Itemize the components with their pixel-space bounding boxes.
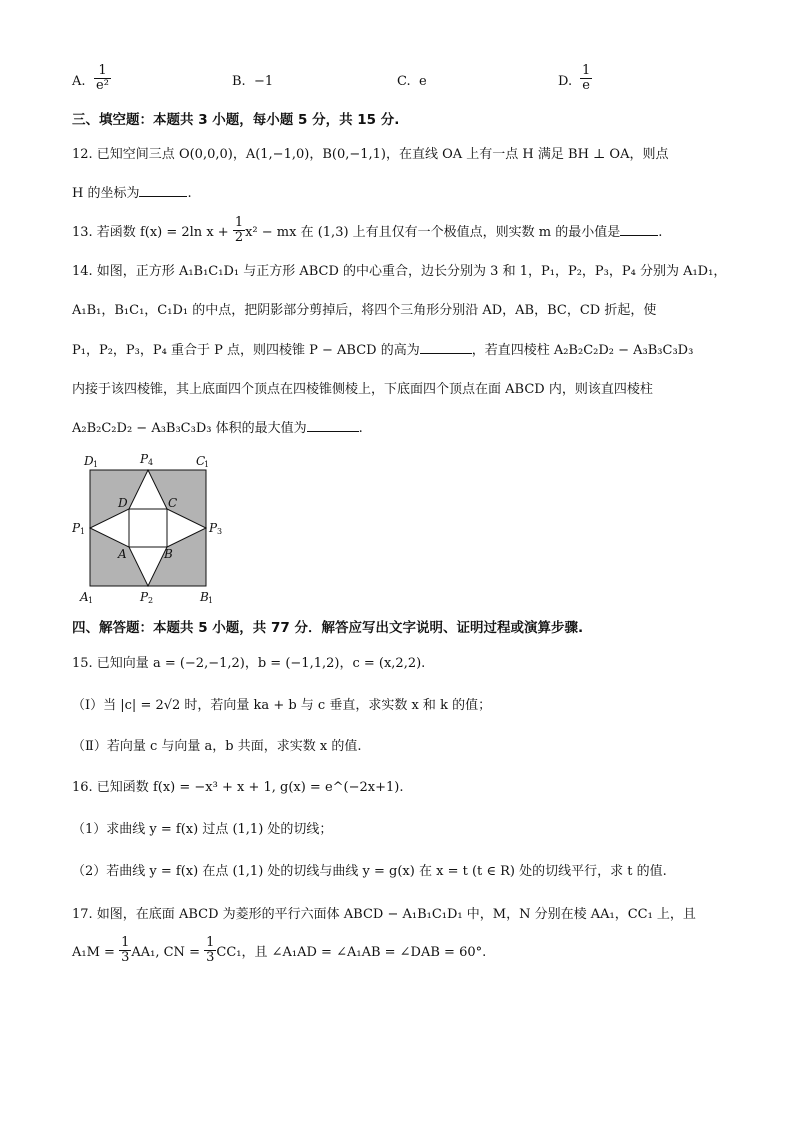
q16-part2: （2）若曲线 y = f(x) 在点 (1,1) 处的切线与曲线 y = g(x) 在 x = t (t ∈ R) 处的切线平行，求 t 的值. [72,864,667,879]
option-fraction: $\frac{1}{\text{e²}}$ [96,63,109,93]
q16-part1: （1）求曲线 y = f(x) 过点 (1,1) 处的切线； [72,822,333,837]
option-fraction: $\frac{1}{e}$ [582,63,591,93]
section-4-title: 四、解答题：本题共 5 小题，共 77 分．解答应写出文字说明、证明过程或演算步骤. [72,620,584,636]
label-P2: P [140,590,149,604]
q14-line4: 内接于该四棱锥，其上底面四个顶点在四棱锥侧棱上，下底面四个顶点在面 ABCD 内，则该直四棱柱 [72,382,653,397]
option-letter: A. [72,74,86,89]
label-D1: D [84,454,94,468]
q15-part2: （Ⅱ）若向量 c 与向量 a，b 共面，求实数 x 的值. [72,739,362,754]
q12-line2: H 的坐标为 . [72,183,192,204]
svg-text:1: 1 [204,460,210,469]
option-value: −1 [254,74,274,89]
label-A1: A [80,590,89,604]
svg-text:1: 1 [88,596,94,605]
answer-options [72,64,732,104]
answer-blank[interactable] [139,183,187,197]
svg-text:1: 1 [80,527,86,536]
q13-line: 13. 若函数 f(x) = 2ln x + $\frac{1}{2}$ x² − mx 在 (1,3) 上有且仅有一个极值点，则实数 m 的最小值是 . [72,215,663,245]
q17-fraction-1: $\frac{1}{3}$ [121,935,130,965]
label-P1: P [72,521,81,535]
q14-line2: A₁B₁，B₁C₁，C₁D₁ 的中点，把阴影部分剪掉后，将四个三角形分别沿 AD，AB，BC，CD 折起，使 [72,303,657,318]
option-letter: C. [397,74,411,89]
label-D: D [118,496,128,510]
label-P3: P [209,521,218,535]
q15-line1: 15. 已知向量 a = (−2,−1,2)，b = (−1,1,2)，c = (x,2,2). [72,656,426,671]
q14-line3: P₁，P₂，P₃，P₄ 重合于 P 点，则四棱锥 P − ABCD 的高为 ，若直四棱柱 A₂B₂C₂D₂ − A₃B₃C₃D₃ [72,340,693,361]
q17-fraction-2: $\frac{1}{3}$ [206,935,215,965]
answer-blank[interactable] [620,222,658,236]
svg-text:3: 3 [217,527,223,536]
label-P4: P [140,452,149,466]
svg-text:1: 1 [93,460,99,469]
label-C1: C [196,454,206,468]
label-C: C [168,496,178,510]
q17-line1: 17. 如图，在底面 ABCD 为菱形的平行六面体 ABCD − A₁B₁C₁D₁ 中，M，N 分别在棱 AA₁，CC₁ 上，且 [72,907,696,922]
q12-line1: 12. 已知空间三点 O(0,0,0)，A(1,−1,0)，B(0,−1,1)，在直线 OA 上有一点 H 满足 BH ⊥ OA，则点 [72,147,669,162]
q16-line1: 16. 已知函数 f(x) = −x³ + x + 1, g(x) = e^(−2x+1). [72,780,404,795]
q14-line1: 14. 如图，正方形 A₁B₁C₁D₁ 与正方形 ABCD 的中心重合，边长分别为 3 和 1，P₁，P₂，P₃，P₄ 分别为 A₁D₁， [72,264,727,279]
answer-blank[interactable] [307,418,359,432]
q14-figure [72,448,232,608]
q15-part1: （Ⅰ）当 |c| = 2√2 时，若向量 ka + b 与 c 垂直，求实数 x 和 k 的值； [72,698,492,713]
section-3-title: 三、填空题：本题共 3 小题，每小题 5 分，共 15 分. [72,112,400,128]
option-value: e [419,74,427,89]
option-letter: B. [232,74,246,89]
label-B: B [164,547,173,561]
inner-square [129,509,167,547]
option-letter: D. [558,74,573,89]
svg-text:2: 2 [148,596,154,605]
answer-blank[interactable] [420,340,472,354]
label-A: A [118,547,127,561]
q17-line2: A₁M = $\frac{1}{3}$ AA₁, CN = $\frac{1}{3}$ CC₁，且 ∠A₁AD = ∠A₁AB = ∠DAB = 60°. [72,935,487,965]
svg-text:4: 4 [148,458,154,467]
q14-line5: A₂B₂C₂D₂ − A₃B₃C₃D₃ 体积的最大值为 . [72,418,363,439]
label-B1: B [200,590,209,604]
svg-text:1: 1 [208,596,214,605]
q13-fraction: $\frac{1}{2}$ [234,215,244,245]
